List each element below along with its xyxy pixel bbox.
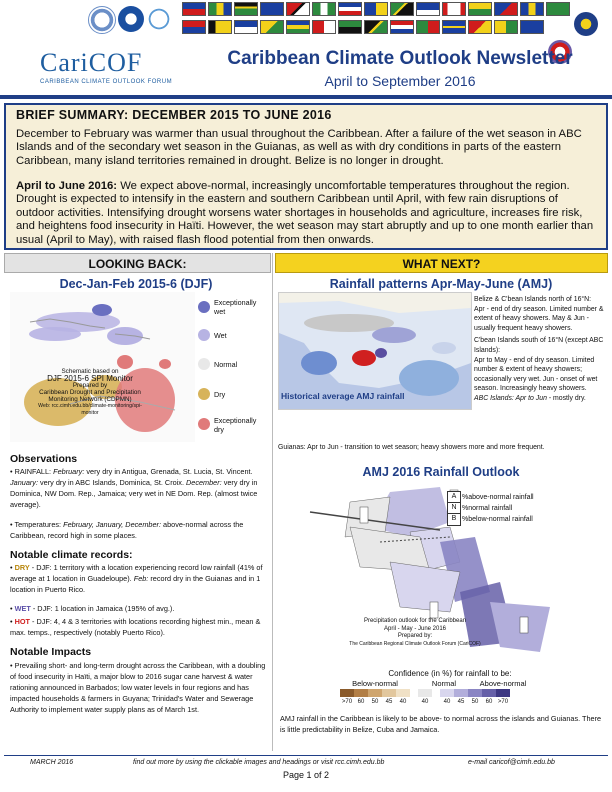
flag-icon xyxy=(520,20,544,34)
observation-rainfall xyxy=(10,466,268,510)
partner-logo-bar xyxy=(0,0,612,46)
flag-icon xyxy=(546,2,570,16)
scale-swatch-normal xyxy=(418,689,432,697)
obs-text: above-normal across the Caribbean, record high in some places. xyxy=(10,520,244,540)
outlook-legend-label: %below-normal rainfall xyxy=(462,516,533,523)
djf-caption-line: Web: rcc.cimh.edu.bb/climate-monitoring/spi-monitor xyxy=(38,403,142,416)
footer-links[interactable]: find out more by using the clickable images and headings or visit rcc.cimh.edu.bb xyxy=(133,759,385,766)
scale-tick-label: >70 xyxy=(341,699,353,705)
legend-swatch-exceptionally-dry xyxy=(198,418,210,430)
obs-lead: • RAINFALL: xyxy=(10,467,52,476)
djf-spi-map-graphic xyxy=(10,292,195,442)
flag-icon xyxy=(286,20,310,34)
scale-tick-label: 40 xyxy=(399,699,407,705)
outlook-caption-line: The Caribbean Regional Climate Outlook Forum (CariCOF) xyxy=(349,640,481,647)
flag-icon xyxy=(494,20,518,34)
obs-month: February: xyxy=(53,467,85,476)
amj-note-abc: ABC Islands: Apr to Jun xyxy=(474,394,547,402)
legend-swatch-wet xyxy=(198,329,210,341)
record-text: - DJF: 1 territory with a location experiencing record low rainfall (41% of average at 1 location in Guadeloupe). xyxy=(10,563,263,583)
legend-swatch-normal xyxy=(198,358,210,370)
legend-swatch-exceptionally-wet xyxy=(198,301,210,313)
flag-icon xyxy=(182,20,206,34)
djf-map-title[interactable]: Dec-Jan-Feb 2015-6 (DJF) xyxy=(59,277,213,291)
scale-swatch-above xyxy=(482,689,496,697)
summary-paragraph-2 xyxy=(16,180,596,247)
djf-caption-line: Schematic based on xyxy=(61,368,119,375)
obs-month: December: xyxy=(186,478,222,487)
outlook-legend-key: A xyxy=(447,491,461,504)
flag-icon xyxy=(390,20,414,34)
impacts-heading[interactable]: Notable Impacts xyxy=(10,646,92,658)
scale-swatch-above xyxy=(496,689,510,697)
noaa-logo-icon[interactable] xyxy=(118,6,144,32)
outlook-legend-label: %above-normal rainfall xyxy=(462,494,534,501)
record-wet: • WET - DJF: 1 location in Jamaica (195% of avg.). xyxy=(10,604,175,613)
flag-icon xyxy=(234,2,258,16)
what-next-header[interactable]: WHAT NEXT? xyxy=(275,253,608,273)
flag-icon xyxy=(442,20,466,34)
scale-swatch-above xyxy=(468,689,482,697)
scale-swatch-below xyxy=(368,689,382,697)
footer-email[interactable]: e-mail caricof@cimh.edu.bb xyxy=(468,759,555,766)
summary-heading: BRIEF SUMMARY: DECEMBER 2015 TO JUNE 2016 xyxy=(16,108,332,122)
legend-label: Exceptionally dry xyxy=(214,416,257,434)
flag-icon xyxy=(312,2,336,16)
flag-icon xyxy=(520,2,544,16)
scale-tick-label: 60 xyxy=(357,699,365,705)
legend-label: Exceptionally wet xyxy=(214,298,257,316)
footer-rule xyxy=(4,755,608,756)
flag-icon xyxy=(468,20,492,34)
scale-below-label: Below-normal xyxy=(352,679,398,688)
outlook-legend-label: %normal rainfall xyxy=(462,505,513,512)
legend-swatch-dry xyxy=(198,388,210,400)
obs-month: February, January, December: xyxy=(61,520,161,529)
observation-temperatures xyxy=(10,519,268,541)
flag-icon xyxy=(234,20,258,34)
flag-icon xyxy=(442,2,466,16)
page-title: Caribbean Climate Outlook Newsletter xyxy=(227,48,573,69)
cimh-logo-icon[interactable] xyxy=(574,12,598,36)
scale-swatch-below xyxy=(396,689,410,697)
record-text: - DJF: 1 location in Jamaica (195% of avg.). xyxy=(30,604,175,613)
confidence-title: Confidence (in %) for rainfall to be: xyxy=(388,669,512,678)
flag-icon xyxy=(338,2,362,16)
header-divider xyxy=(0,95,612,99)
records-heading[interactable]: Notable climate records: xyxy=(10,549,133,561)
flag-icon xyxy=(364,20,388,34)
obs-text: very dry in Dominica, NW Dom. Rep., Jamaica; very wet in NE Dom. Rep. (almost twice average). xyxy=(10,478,258,509)
scale-tick-label: 40 xyxy=(443,699,451,705)
footer-date: MARCH 2016 xyxy=(30,759,74,766)
outlook-caption xyxy=(340,618,490,648)
amj-map-overlay-label: Historical average AMJ rainfall xyxy=(281,391,405,401)
record-month: Feb: xyxy=(133,574,149,583)
flag-icon xyxy=(468,2,492,16)
amj-outlook-title[interactable]: AMJ 2016 Rainfall Outlook xyxy=(362,465,520,479)
scale-tick-label: 45 xyxy=(457,699,465,705)
amj-note-text: Apr - end of dry season. Limited number & extent of heavy showers. May & Jun - usually frequent heavy showers. xyxy=(474,305,604,332)
djf-caption-line: DJF 2015-6 SPI Monitor xyxy=(47,374,133,383)
caricof-logo[interactable]: CariCOF xyxy=(40,48,143,77)
record-tag-dry: DRY xyxy=(14,563,30,572)
un-logo-icon[interactable] xyxy=(146,6,172,32)
djf-caption-line: Monitoring Network (CDPMN) xyxy=(48,396,132,403)
djf-caption-line: Caribbean Drought and Precipitation xyxy=(39,389,141,396)
scale-tick-label: 50 xyxy=(371,699,379,705)
observations-heading[interactable]: Observations xyxy=(10,453,78,465)
scale-swatch-above xyxy=(440,689,454,697)
obs-lead: • Temperatures: xyxy=(10,520,62,529)
flag-icon xyxy=(312,20,336,34)
legend-label: Dry xyxy=(214,390,226,399)
scale-tick-label: 40 xyxy=(421,699,429,705)
scale-above-label: Above-normal xyxy=(479,679,527,688)
scale-swatch-below xyxy=(382,689,396,697)
looking-back-header[interactable]: LOOKING BACK: xyxy=(4,253,271,273)
amj-note-heading: C'bean Islands south of 16°N (except ABC Islands): xyxy=(474,337,604,354)
scale-tick-label: 50 xyxy=(471,699,479,705)
amj-notes xyxy=(474,295,606,404)
page-number: Page 1 of 2 xyxy=(282,770,330,780)
obs-text: very dry in Antigua, Grenada, St. Lucia, St. Vincent. xyxy=(84,467,253,476)
column-divider xyxy=(272,253,273,751)
scale-tick-label: 45 xyxy=(385,699,393,705)
summary-paragraph-2-text: We expect above-normal, increasingly uncomfortable temperatures throughout the region. Drought is expected to intensify in the eastern and southern Caribbean until April, with few rain disruptions of outdoor activities. Intensifying drought worsens water shortages in households and agriculture, increases fire risk, and heightens food insecurity in Haïti. However, the wet season may start abruptly and up to one month earlier than usual (April to May), with raised flash flood potential from then onwards. xyxy=(16,180,594,246)
flag-icon xyxy=(208,2,232,16)
obs-month: January: xyxy=(10,478,38,487)
legend-label: Normal xyxy=(214,360,238,369)
outlook-caption-line: Prepared by: xyxy=(397,633,433,639)
record-tag-wet: WET xyxy=(14,604,31,613)
flag-icon xyxy=(286,2,310,16)
flag-icon xyxy=(364,2,388,16)
flag-icon xyxy=(208,20,232,34)
amj-historical-map[interactable] xyxy=(278,292,472,410)
outlook-caption-line: Precipitation outlook for the Caribbean xyxy=(363,618,467,624)
scale-tick-label: >70 xyxy=(497,699,509,705)
record-dry: • DRY - DJF: 1 territory with a location experiencing record low rainfall (41% of average at 1 location in Guadeloupe). Feb: record dry in the Guianas and in 1 location in Puerto Rico. xyxy=(10,563,263,594)
record-tag-hot: HOT xyxy=(14,617,30,626)
scale-swatch-below xyxy=(340,689,354,697)
outlook-caption-line: April - May - June 2016 xyxy=(383,625,447,632)
record-text: record dry in the Guianas and in 1 location in Puerto Rico. xyxy=(10,574,261,594)
wmo-logo-icon[interactable] xyxy=(88,6,116,34)
caricof-logo-subtitle: CARIBBEAN CLIMATE OUTLOOK FORUM xyxy=(40,79,173,85)
amj-patterns-title[interactable]: Rainfall patterns Apr-May-June (AMJ) xyxy=(329,277,553,291)
scale-tick-label: 60 xyxy=(485,699,493,705)
record-text: - DJF: 4, 4 & 3 territories with locations recording highest min., mean & max. temps., respectively (notably Puerto Rico). xyxy=(10,617,261,637)
confidence-scale xyxy=(340,689,600,711)
outlook-legend-key: N xyxy=(447,502,461,515)
obs-text: very dry in ABC Islands, Dominica, St. Croix. xyxy=(38,478,184,487)
summary-paragraph-1: December to February was warmer than usual throughout the Caribbean. After a failure of the wet season in ABC Islands and of the secondary wet season in the Guianas, as well as with dry conditions in parts of the eastern Caribbean, many island territories remained in drought. Belize is no longer in drought. xyxy=(16,128,582,167)
amj-note-text: - mostly dry. xyxy=(546,394,586,402)
scale-swatch-above xyxy=(454,689,468,697)
flag-icon xyxy=(390,2,414,16)
djf-map-caption xyxy=(30,368,150,417)
amj-note-heading: Belize & C'bean Islands north of 16°N: xyxy=(474,296,592,303)
amj-note-text: Apr to May - end of dry season. Limited number & extent of heavy showers; occasionally very wet. Jun - onset of wet season. Increasingly heavy showers. xyxy=(474,356,598,393)
flag-icon xyxy=(416,20,440,34)
djf-caption-line: Prepared by xyxy=(72,382,108,389)
flag-icon xyxy=(260,2,284,16)
summary-paragraph-2-lead: April to June 2016: xyxy=(16,180,118,192)
outlook-summary: AMJ rainfall in the Caribbean is likely to be above- to normal across the islands and Guianas. There is little predictability in Belize, Cuba and Jamaica. xyxy=(280,714,602,734)
scale-normal-label: Normal xyxy=(431,679,457,688)
flag-icon xyxy=(260,20,284,34)
record-hot: • HOT - DJF: 4, 4 & 3 territories with locations recording highest min., mean & max. temps., respectively (notably Puerto Rico). xyxy=(10,617,261,637)
legend-label: Wet xyxy=(214,331,227,340)
djf-spi-map[interactable] xyxy=(10,292,195,442)
flag-icon xyxy=(182,2,206,16)
flag-icon xyxy=(416,2,440,16)
guianas-note: Guianas: Apr to Jun - transition to wet season; heavy showers more and more frequent. xyxy=(278,444,545,451)
impacts-text: • Prevailing short- and long-term drought across the Caribbean, with a doubling of food insecurity in Haïti, a major blow to 2016 sugar cane harvest & water rationing announced in Barbados; low water levels in four regions and has impacted households & farmers in Guyana; Trinidad's Water and Sewerage Authority to implement water supply plans as of March 1st. xyxy=(10,661,266,714)
outlook-legend-key: B xyxy=(447,513,461,526)
flag-icon xyxy=(338,20,362,34)
page-subtitle: April to September 2016 xyxy=(324,73,476,89)
flag-icon xyxy=(494,2,518,16)
scale-swatch-below xyxy=(354,689,368,697)
